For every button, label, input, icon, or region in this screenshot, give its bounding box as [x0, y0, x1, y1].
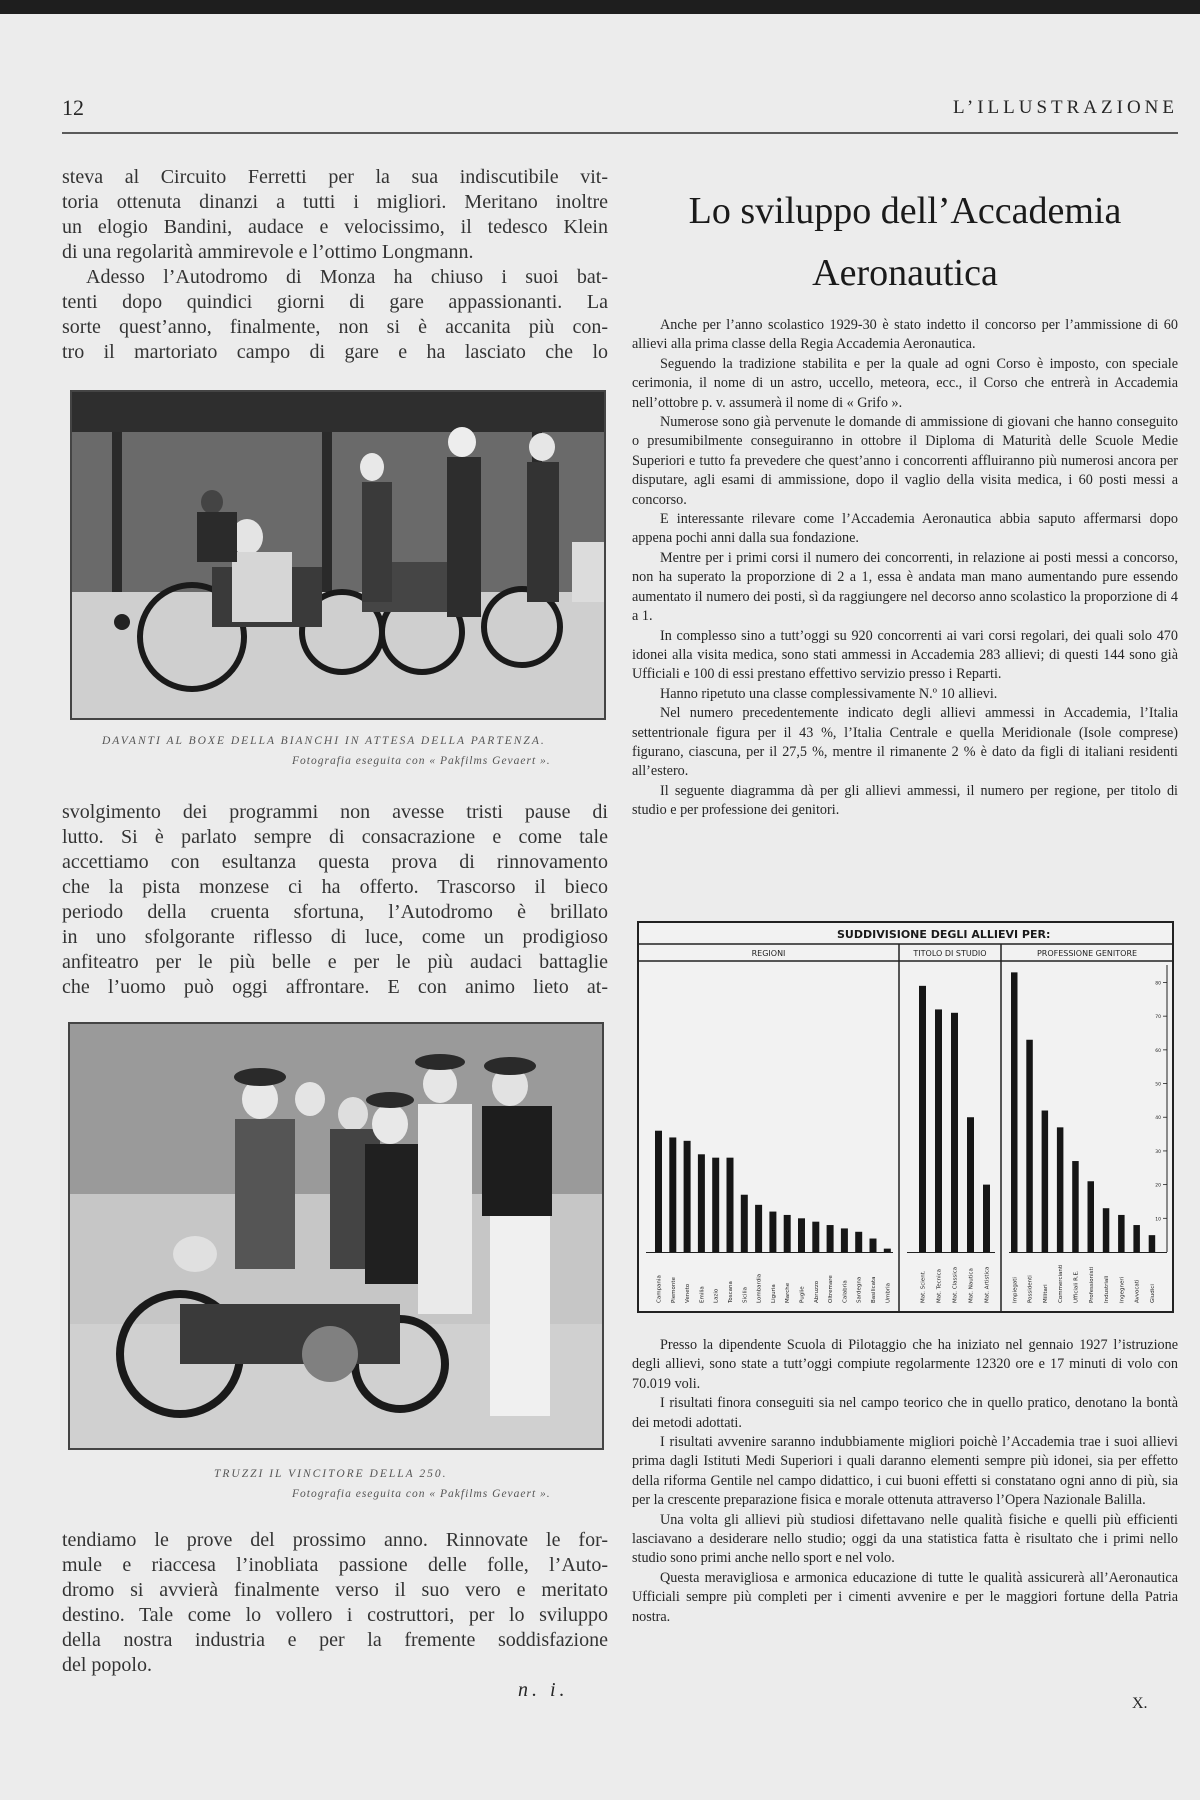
photo2-caption: TRUZZI IL VINCITORE DELLA 250.: [214, 1468, 448, 1480]
paragraph: Nel numero precedentemente indicato degli allievi ammessi in Accademia, l’Italia settentrionale figura per il 43 %, l’Italia Centrale e quella Meridionale (Isole comprese) figurano, ciascuna, per il 27,5 %, mentre il rimanente 2 % è dato da figli di italiani residenti all’estero.: [632, 705, 1178, 780]
scan-top-edge: [0, 0, 1200, 14]
bar: [698, 1154, 705, 1252]
paragraph: E interessante rilevare come l’Accademia Aeronautica abbia saputo affermarsi dopo appena pochi anni dalla sua fondazione.: [632, 511, 1178, 547]
category-label: Puglie: [799, 1286, 806, 1303]
category-label: Mat. Classica: [952, 1266, 959, 1303]
category-label: Calabria: [842, 1280, 849, 1303]
bar: [951, 1013, 958, 1252]
category-label: Ufficiali R.E.: [1073, 1270, 1080, 1303]
category-label: Sardegna: [856, 1276, 863, 1303]
article-title: [632, 180, 1178, 304]
text-line: della nostra industria e per la fremente soddisfazione: [62, 1629, 608, 1651]
text-line: di una regolarità ammirevole e l’ottimo Longmann.: [62, 241, 474, 263]
bar: [919, 986, 926, 1252]
bar: [855, 1232, 862, 1252]
masthead: L’ILLUSTRAZIONE: [953, 97, 1178, 118]
category-label: Impiegati: [1012, 1277, 1019, 1303]
bar: [784, 1215, 791, 1252]
header-rule: [62, 132, 1178, 134]
category-label: Mat. Tecnica: [936, 1268, 943, 1303]
photo1-caption: DAVANTI AL BOXE DELLA BIANCHI IN ATTESA DELLA PARTENZA.: [102, 735, 546, 747]
text-line: tro il martoriato campo di gare e ha lasciato che lo: [62, 341, 608, 363]
category-label: Marche: [785, 1282, 792, 1303]
paragraph: Una volta gli allievi più studiosi difettavano nelle qualità fisiche e quelli più efficienti lasciavano a desiderare nello studio; oggi da una statistica fatta è risultato che i primi nello studio sono primi anche nello sport e nel volo.: [632, 1511, 1178, 1567]
photo2-credit: Fotografia eseguita con « Pakfilms Gevaert ».: [292, 1488, 551, 1500]
text-line: del popolo.: [62, 1654, 152, 1676]
text-line: tendiamo le prove del prossimo anno. Rinnovate le for-: [62, 1529, 608, 1551]
bar: [1118, 1215, 1125, 1252]
bar: [1057, 1127, 1064, 1252]
bar: [841, 1228, 848, 1252]
paragraph: Presso la dipendente Scuola di Pilotaggio che ha iniziato nel gennaio 1927 l’istruzione degli allievi, sono state a tutt’oggi compiute regolarmente 12320 ore e 17 minuti di volo con 70.019 voli.: [632, 1337, 1178, 1392]
bar: [755, 1205, 762, 1252]
y-tick-label: 10: [1155, 1217, 1161, 1223]
text-line: svolgimento dei programmi non avesse tristi pause di: [62, 801, 608, 823]
category-label: Oltremare: [828, 1275, 835, 1303]
page-mark: X.: [1132, 1695, 1148, 1712]
bar: [870, 1239, 877, 1252]
bar: [769, 1212, 776, 1252]
category-label: Basilicata: [871, 1276, 877, 1303]
bar: [1026, 1040, 1033, 1252]
paragraph: I risultati avvenire saranno indubbiamente migliori poichè l’Accademia trae i suoi allievi prima dagli Istituti Medi Superiori i quali daranno elementi sempre più idonei, sia per effetto della riforma Gentile nel campo didattico, i cui buoni effetti si constatano ogni anno di più, sia per la crescente preparazione fisica e morale ottenuta attraverso l’Opera Nazionale Balilla.: [632, 1434, 1178, 1509]
bar: [827, 1225, 834, 1252]
text-line: steva al Circuito Ferretti per la sua indiscutibile vit-: [62, 166, 608, 188]
y-tick-label: 50: [1155, 1082, 1161, 1088]
bar: [983, 1185, 990, 1252]
paragraph: Hanno ripetuto una classe complessivamente N.º 10 allievi.: [660, 685, 998, 702]
category-label: Liguria: [770, 1284, 777, 1303]
bar: [669, 1137, 676, 1252]
bar: [884, 1249, 891, 1252]
category-label: Ingegneri: [1119, 1276, 1126, 1303]
bar: [684, 1141, 691, 1252]
category-label: Avvocati: [1134, 1279, 1141, 1303]
panel-header: PROFESSIONE GENITORE: [1036, 949, 1138, 958]
text-line: toria ottenuta dinanzi a tutti i migliori. Meritano inoltre: [62, 191, 608, 213]
bar: [1149, 1235, 1156, 1252]
text-line: in uno sfolgorante riflesso di luce, come un prodigioso: [62, 926, 608, 948]
bar: [798, 1218, 805, 1252]
category-label: Toscana: [728, 1281, 734, 1303]
bar: [655, 1131, 662, 1252]
category-label: Mat. Artistica: [984, 1266, 991, 1303]
chart-title: SUDDIVISIONE DEGLI ALLIEVI PER:: [837, 928, 1051, 941]
y-tick-label: 30: [1155, 1149, 1161, 1155]
photo1-credit: Fotografia eseguita con « Pakfilms Gevaert ».: [292, 755, 551, 767]
bar: [1088, 1181, 1095, 1252]
category-label: Giudici: [1149, 1284, 1156, 1303]
text-line: tenti dopo quindici giorni di gare appassionanti. La: [62, 291, 608, 313]
bar: [967, 1117, 974, 1252]
text-line: periodo della cruenta sfortuna, l’Autodromo è brillato: [62, 901, 608, 923]
category-label: Umbria: [885, 1282, 892, 1303]
category-label: Emilia: [699, 1286, 706, 1303]
title-line: Aeronautica: [812, 252, 998, 294]
signoff: n. i.: [518, 1679, 569, 1701]
text-line: Adesso l’Autodromo di Monza ha chiuso i suoi bat-: [86, 266, 608, 288]
right-text-bottom: [632, 1336, 1178, 1627]
title-line: Lo sviluppo dell’Accademia: [688, 190, 1122, 232]
text-line: accettiamo con esultanza questa prova di rinnovamento: [62, 851, 608, 873]
category-label: Militari: [1042, 1284, 1049, 1303]
category-label: Lazio: [713, 1288, 720, 1303]
page-number: 12: [62, 95, 84, 120]
panel-header: REGIONI: [751, 949, 786, 958]
paragraph: Seguendo la tradizione stabilita e per la quale ad ogni Corso è imposto, con speciale cerimonia, il nome di un astro, uccello, meteora, ecc., il Corso che entrerà in Accademia nell’ottobre p. v. assumerà il nome di « Grifo ».: [632, 355, 1178, 411]
left-para-top: [62, 165, 608, 365]
y-tick-label: 40: [1155, 1116, 1161, 1122]
y-tick-label: 70: [1155, 1015, 1161, 1021]
paragraph: Il seguente diagramma dà per gli allievi ammessi, il numero per regione, per titolo di studio e per professione dei genitori.: [632, 782, 1178, 819]
y-tick-label: 60: [1155, 1048, 1161, 1054]
allievi-bar-chart: [637, 921, 1174, 1313]
bar: [1133, 1225, 1140, 1252]
category-label: Sicilia: [742, 1287, 749, 1303]
bar: [712, 1158, 719, 1252]
photo-truzzi-winner: [68, 1022, 604, 1450]
bar: [1042, 1111, 1049, 1253]
category-label: Commercianti: [1058, 1264, 1065, 1303]
text-line: lutto. Si è parlato sempre di consacrazione e come tale: [62, 826, 608, 848]
paragraph: Questa meravigliosa e armonica educazione di tutte le qualità assicurerà all’Aeronautica Ufficiali sempre più completi per i cimenti avvenire e per le maggiori fortune della Patria nostra.: [632, 1569, 1178, 1625]
category-label: Professionisti: [1088, 1266, 1095, 1303]
left-para-mid: [62, 800, 608, 1000]
category-label: Veneto: [685, 1283, 692, 1303]
paragraph: In complesso sino a tutt’oggi su 920 concorrenti ai vari corsi regolari, dei quali solo 470 idonei alla visita medica, sono stati ammessi in Accademia 283 allievi; di questi 144 sono già Ufficiali e 100 di essi prestano effettivo servizio presso i Reparti.: [632, 627, 1178, 683]
bar: [1103, 1208, 1110, 1252]
bar: [727, 1158, 734, 1252]
text-line: dromo si avvierà finalmente verso il suo vero e meritato: [62, 1579, 608, 1601]
text-line: mule e riaccesa l’inobliata passione delle folle, l’Auto-: [62, 1554, 608, 1576]
category-label: Mat. Nautica: [968, 1268, 975, 1303]
paragraph: Anche per l’anno scolastico 1929-30 è stato indetto il concorso per l’ammissione di 60 allievi alla prima classe della Regia Accademia Aeronautica.: [632, 317, 1178, 353]
bar: [1011, 972, 1018, 1252]
text-line: anfiteatro per le più belle e per le più audaci battaglie: [62, 951, 608, 973]
panel-header: TITOLO DI STUDIO: [913, 949, 987, 958]
right-text-top: [632, 316, 1178, 821]
bar: [812, 1222, 819, 1252]
bar: [1072, 1161, 1079, 1252]
category-label: Lombardia: [756, 1273, 763, 1303]
left-para-bottom: [62, 1528, 608, 1678]
category-label: Industriali: [1104, 1275, 1111, 1303]
text-line: un elogio Bandini, audace e velocissimo, il tedesco Klein: [62, 216, 608, 238]
bar: [935, 1009, 942, 1252]
category-label: Campania: [656, 1275, 663, 1303]
category-label: Possidenti: [1027, 1275, 1034, 1303]
photo-bianchi-pits: [70, 390, 606, 720]
y-tick-label: 80: [1155, 981, 1161, 987]
text-line: destino. Tale come lo vollero i costruttori, per lo sviluppo: [62, 1604, 608, 1626]
paragraph: I risultati finora conseguiti sia nel campo teorico che in quello pratico, denotano la bontà dei metodi adottati.: [632, 1395, 1178, 1431]
text-line: che la pista monzese ci ha offerto. Trascorso il bieco: [62, 876, 608, 898]
bar: [741, 1195, 748, 1252]
text-line: sorte quest’anno, finalmente, non si è accanita più con-: [62, 316, 608, 338]
category-label: Piemonte: [670, 1277, 677, 1303]
paragraph: Mentre per i primi corsi il numero dei concorrenti, in relazione ai posti messi a concorso, non ha superato la proporzione di 2 a 1, essa è andata man mano aumentando pure essendo aumentato il numero dei posti, sì da raggiungere nel decorso anno scolastico la proporzione di 4 a 1.: [632, 549, 1178, 625]
category-label: Abruzzo: [813, 1280, 820, 1303]
text-line: che l’uomo può oggi affrontare. E con animo lieto at-: [62, 976, 608, 998]
category-label: Mat. Scient.: [920, 1270, 927, 1303]
paragraph: Numerose sono già pervenute le domande di ammissione di giovani che hanno conseguito o presumibilmente conseguiranno in ottobre il Diploma di Maturità delle Scuole Medie Superiori e tutto fa prevedere che quest’anno i concorrenti affluiranno più numerosi ancora per disputare, agli esami di ammissione, dopo il vaglio della visita medica, i 60 posti messi a concorso.: [632, 414, 1178, 508]
y-tick-label: 20: [1155, 1183, 1161, 1189]
